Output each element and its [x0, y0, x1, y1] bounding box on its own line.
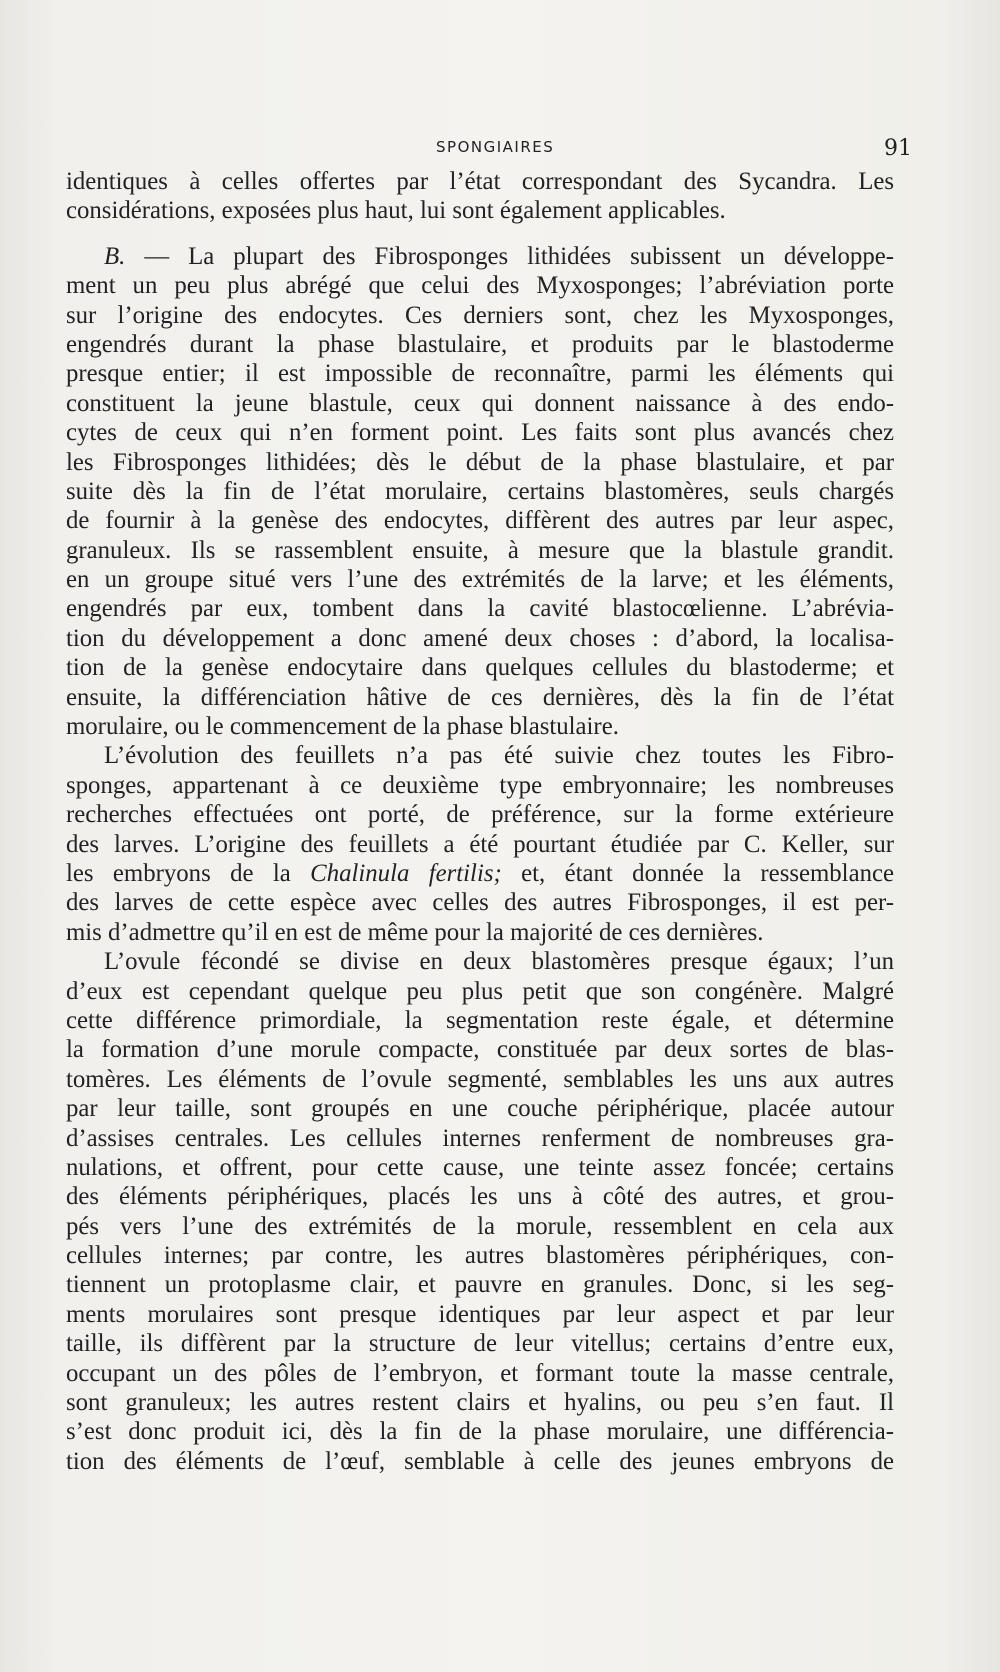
text-line: des larves. L’origine des feuillets a été pourtant étudiée par C. Keller, sur	[66, 830, 894, 858]
text-line: considérations, exposées plus haut, lui sont également applicables.	[66, 197, 726, 225]
text-line: ensuite, la différenciation hâtive de ces dernières, dès la fin de l’état	[66, 683, 894, 711]
body-text	[66, 167, 894, 1476]
text-line: sur l’origine des endocytes. Ces derniers sont, chez les Myxosponges,	[66, 301, 894, 329]
page-header	[0, 136, 1000, 162]
species-name: Chalinula fertilis;	[310, 859, 502, 887]
text-line: s’est donc produit ici, dès la fin de la phase morulaire, une différencia-	[66, 1418, 894, 1446]
text-line: d’eux est cependant quelque peu plus petit que son congénère. Malgré	[66, 977, 894, 1005]
text-run: les embryons de la	[66, 859, 311, 887]
text-line: cellules internes; par contre, les autres blastomères périphériques, con-	[66, 1242, 894, 1270]
paragraph-3	[66, 741, 894, 947]
text-line: tiennent un protoplasme clair, et pauvre en granules. Donc, si les seg-	[66, 1271, 894, 1299]
text-line: tomères. Les éléments de l’ovule segmenté, semblables les uns aux autres	[66, 1065, 894, 1093]
text-line: L’évolution des feuillets n’a pas été suivie chez toutes les Fibro-	[104, 742, 894, 770]
text-line: tion des éléments de l’œuf, semblable à celle des jeunes embryons de	[66, 1447, 894, 1475]
text-line: cytes de ceux qui n’en forment point. Les faits sont plus avancés chez	[66, 419, 894, 447]
text-line: ment un peu plus abrégé que celui des Myxosponges; l’abréviation porte	[66, 272, 894, 300]
paragraph-gap	[66, 226, 894, 242]
text-line: tion du développement a donc amené deux choses : d’abord, la localisa-	[66, 624, 894, 652]
paragraph-2	[66, 242, 894, 742]
text-run: et, étant donnée la ressemblance	[501, 859, 894, 887]
text-line: engendrés par eux, tombent dans la cavité blastocœlienne. L’abrévia-	[66, 595, 894, 623]
text-line: occupant un des pôles de l’embryon, et formant toute la masse centrale,	[66, 1359, 894, 1387]
text-run: — La plupart des Fibrosponges lithidées subissent un développe-	[125, 242, 894, 270]
text-line: presque entier; il est impossible de reconnaître, parmi les éléments qui	[66, 360, 894, 388]
text-line: granuleux. Ils se rassemblent ensuite, à mesure que la blastule grandit.	[66, 536, 894, 564]
text-line: morulaire, ou le commencement de la phase blastulaire.	[66, 713, 619, 741]
text-line: en un groupe situé vers l’une des extrémités de la larve; et les éléments,	[66, 566, 894, 594]
text-line	[66, 859, 894, 888]
text-line: nulations, et offrent, pour cette cause, une teinte assez foncée; certains	[66, 1153, 894, 1181]
paragraph-4	[66, 947, 894, 1476]
page-number: 91	[884, 136, 912, 161]
text-line: L’ovule fécondé se divise en deux blastomères presque égaux; l’un	[104, 948, 894, 976]
text-line: identiques à celles offertes par l’état correspondant des Sycandra. Les	[66, 168, 894, 195]
text-line: suite dès la fin de l’état morulaire, certains blastomères, seuls chargés	[66, 477, 894, 505]
text-line: cette différence primordiale, la segmentation reste égale, et détermine	[66, 1006, 894, 1034]
section-label: B.	[104, 242, 126, 270]
text-line: des éléments périphériques, placés les uns à côté des autres, et grou-	[66, 1183, 894, 1211]
text-line: la formation d’une morule compacte, constituée par deux sortes de blas-	[66, 1036, 894, 1064]
text-line: d’assises centrales. Les cellules internes renferment de nombreuses gra-	[66, 1124, 894, 1152]
text-line: tion de la genèse endocytaire dans quelques cellules du blastoderme; et	[66, 654, 894, 682]
text-line: ments morulaires sont presque identiques par leur aspect et par leur	[66, 1300, 894, 1328]
text-line: recherches effectuées ont porté, de préférence, sur la forme extérieure	[66, 801, 894, 829]
text-line: taille, ils diffèrent par la structure de leur vitellus; certains d’entre eux,	[66, 1330, 894, 1358]
text-line: les Fibrosponges lithidées; dès le début de la phase blastulaire, et par	[66, 448, 894, 476]
text-line	[66, 242, 894, 271]
text-line: engendrés durant la phase blastulaire, et produits par le blastoderme	[66, 330, 894, 358]
text-line: par leur taille, sont groupés en une couche périphérique, placée autour	[66, 1095, 894, 1123]
text-line: de fournir à la genèse des endocytes, diffèrent des autres par leur aspec,	[66, 507, 894, 535]
text-line: des larves de cette espèce avec celles des autres Fibrosponges, il est per-	[66, 889, 894, 917]
text-line: sponges, appartenant à ce deuxième type embryonnaire; les nombreuses	[66, 771, 894, 799]
running-title: SPONGIAIRES	[436, 138, 555, 156]
paragraph-1	[66, 167, 894, 226]
text-line: sont granuleux; les autres restent clairs et hyalins, ou peu s’en faut. Il	[66, 1389, 894, 1417]
text-line: pés vers l’une des extrémités de la morule, ressemblent en cela aux	[66, 1212, 894, 1240]
text-line: constituent la jeune blastule, ceux qui donnent naissance à des endo-	[66, 389, 894, 417]
text-line: mis d’admettre qu’il en est de même pour la majorité de ces dernières.	[66, 918, 764, 946]
